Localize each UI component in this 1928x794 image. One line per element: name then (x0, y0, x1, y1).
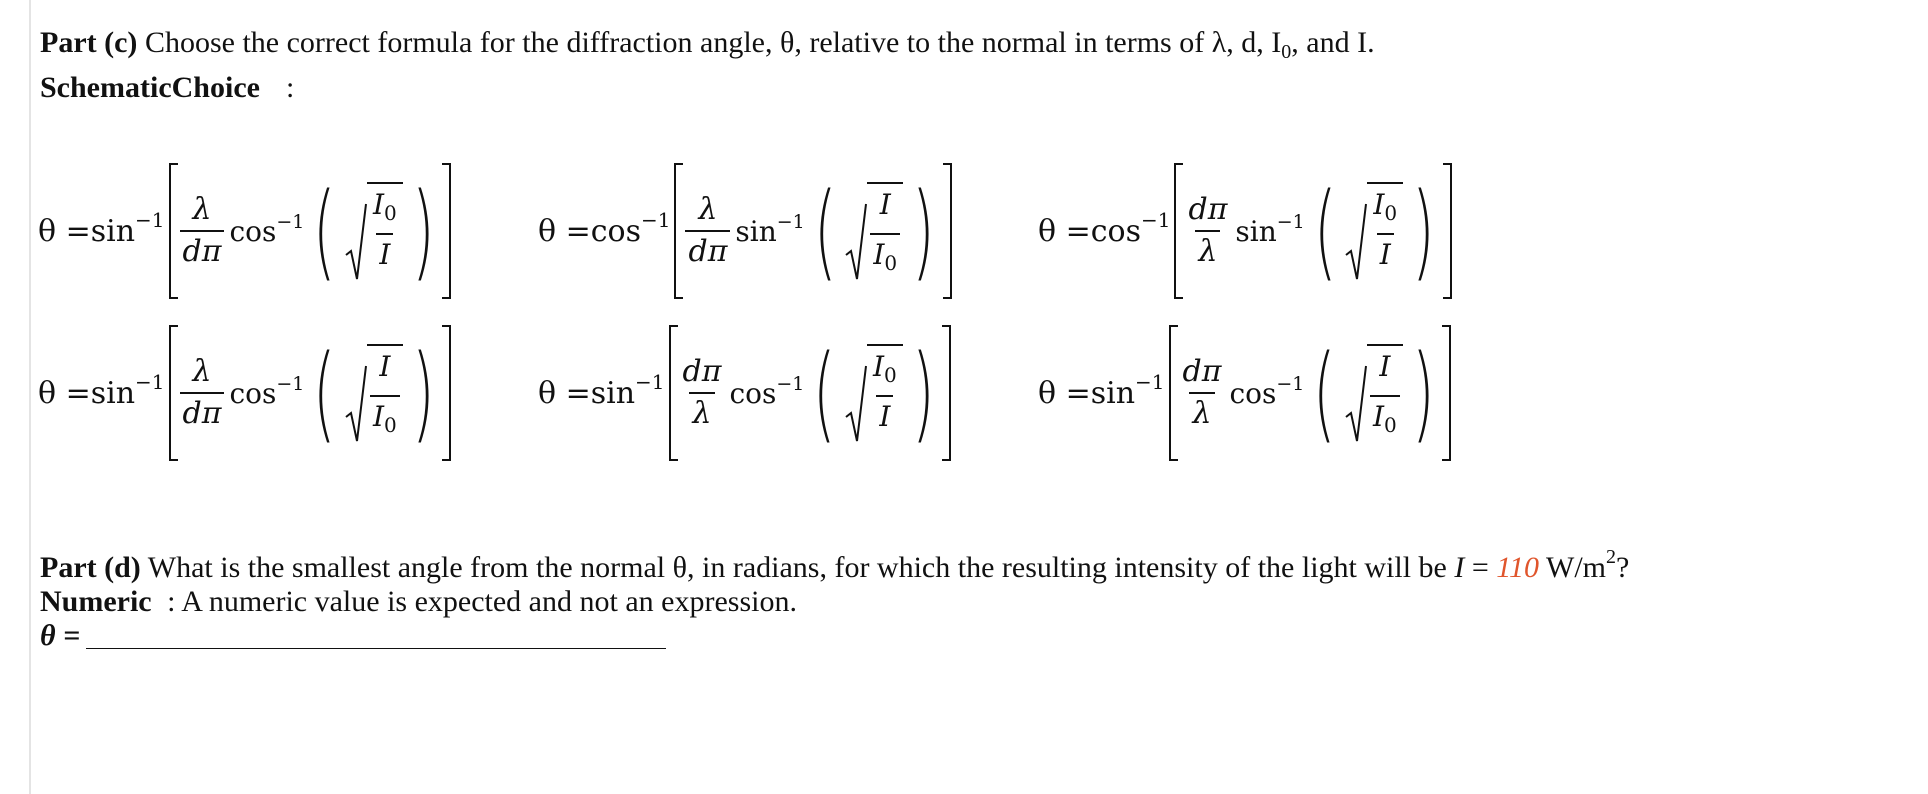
coefficient-fraction: $\frac{\lambda}{d\pi}$ (180, 354, 225, 432)
coefficient-fraction: $\frac{d\pi}{\lambda}$ (682, 354, 722, 431)
intensity-ratio: $\frac{I_0}{I}$ (1370, 187, 1400, 281)
theta-lhs: θ = (538, 375, 591, 411)
theta-lhs: θ = (1038, 213, 1091, 249)
type-label: SchematicChoice (40, 71, 260, 104)
right-paren: ) (912, 170, 935, 292)
bracket-group (169, 325, 452, 461)
type-sep: : (285, 71, 295, 104)
coefficient-fraction: $\frac{d\pi}{\lambda}$ (1182, 354, 1222, 431)
inner-function: $\cos^{-1}$ (229, 372, 305, 410)
part-d (40, 538, 1629, 655)
theta-lhs: θ = (38, 213, 91, 249)
sqrt-radical (845, 344, 903, 443)
part-c-text: Choose the correct formula for the diffraction angle, θ, relative to the normal in terms of λ, d, I (144, 26, 1282, 59)
left-paren: ( (1313, 170, 1337, 292)
bracket-group (169, 163, 452, 299)
bracket-group (1169, 325, 1452, 461)
outer-function: $\cos^{-1}$ (1090, 207, 1171, 249)
formula-choice[interactable] (38, 163, 538, 299)
intensity-value: 110 (1496, 551, 1540, 584)
formula-choice[interactable] (538, 325, 1038, 461)
unit-sup: 2 (1606, 546, 1617, 568)
sqrt-radical (845, 182, 903, 281)
answer-row (40, 617, 1629, 655)
bracket-group (669, 325, 952, 461)
sqrt-radical (1345, 344, 1403, 443)
left-border (29, 0, 31, 794)
outer-function: $\sin^{-1}$ (1090, 369, 1165, 411)
left-paren: ( (1313, 332, 1336, 454)
intensity-ratio: $\frac{I}{I_0}$ (870, 187, 900, 281)
eq-sign: = (1464, 551, 1497, 584)
outer-function: $\cos^{-1}$ (590, 207, 671, 249)
right-paren: ) (911, 332, 935, 454)
theta-lhs: θ = (1038, 375, 1091, 411)
intensity-ratio: $\frac{I_0}{I}$ (370, 187, 400, 281)
left-paren: ( (313, 332, 336, 454)
part-c-sub: 0 (1281, 41, 1292, 63)
part-c-end: , and I. (1291, 26, 1375, 59)
formula-choice[interactable] (538, 163, 1038, 299)
intensity-ratio: $\frac{I}{I_0}$ (370, 349, 400, 443)
inner-function: $\sin^{-1}$ (1235, 210, 1305, 248)
part-d-question (40, 538, 1629, 587)
left-paren: ( (813, 332, 836, 454)
left-paren: ( (813, 170, 837, 292)
sqrt-radical (1345, 182, 1403, 281)
theta-lhs: θ = (538, 213, 591, 249)
coefficient-fraction: $\frac{\lambda}{d\pi}$ (685, 192, 730, 270)
part-d-text: What is the smallest angle from the normal θ, in radians, for which the resulting intensity of the light will be (147, 551, 1455, 584)
left-paren: ( (313, 170, 336, 292)
part-c-question (40, 24, 1908, 71)
part-c-type (40, 69, 1908, 107)
inner-function: $\cos^{-1}$ (729, 372, 805, 410)
right-paren: ) (411, 332, 435, 454)
right-paren: ) (411, 170, 435, 292)
intensity-ratio: $\frac{I_0}{I}$ (870, 349, 900, 443)
inner-function: $\sin^{-1}$ (735, 210, 805, 248)
theta-lhs: θ = (38, 375, 91, 411)
part-c-header (40, 24, 1908, 107)
part-d-type (40, 583, 1629, 621)
part-c-label: Part (c) (40, 26, 138, 59)
formula-choice[interactable] (1038, 325, 1538, 461)
outer-function: $\sin^{-1}$ (90, 207, 165, 249)
numeric-label: Numeric (40, 585, 152, 618)
right-paren: ) (1411, 332, 1435, 454)
formula-choice[interactable] (1038, 163, 1538, 299)
part-d-end: ? (1616, 551, 1630, 584)
intensity-ratio: $\frac{I}{I_0}$ (1370, 349, 1400, 443)
numeric-desc: : A numeric value is expected and not an expression. (167, 585, 797, 618)
answer-label: θ = (40, 619, 81, 652)
part-d-label: Part (d) (40, 551, 141, 584)
formula-choices (38, 150, 1578, 474)
intensity-var: I (1454, 551, 1465, 584)
choice-row (38, 312, 1578, 474)
outer-function: $\sin^{-1}$ (90, 369, 165, 411)
sqrt-radical (345, 344, 403, 443)
inner-function: $\cos^{-1}$ (1229, 372, 1305, 410)
unit: W/m (1539, 551, 1607, 584)
bracket-group (674, 163, 951, 299)
choice-row (38, 150, 1578, 312)
answer-input[interactable] (86, 620, 666, 649)
outer-function: $\sin^{-1}$ (590, 369, 665, 411)
formula-choice[interactable] (38, 325, 538, 461)
coefficient-fraction: $\frac{d\pi}{\lambda}$ (1188, 192, 1228, 269)
bracket-group (1174, 163, 1451, 299)
coefficient-fraction: $\frac{\lambda}{d\pi}$ (180, 192, 225, 270)
right-paren: ) (1412, 170, 1435, 292)
inner-function: $\cos^{-1}$ (229, 210, 305, 248)
sqrt-radical (345, 182, 403, 281)
